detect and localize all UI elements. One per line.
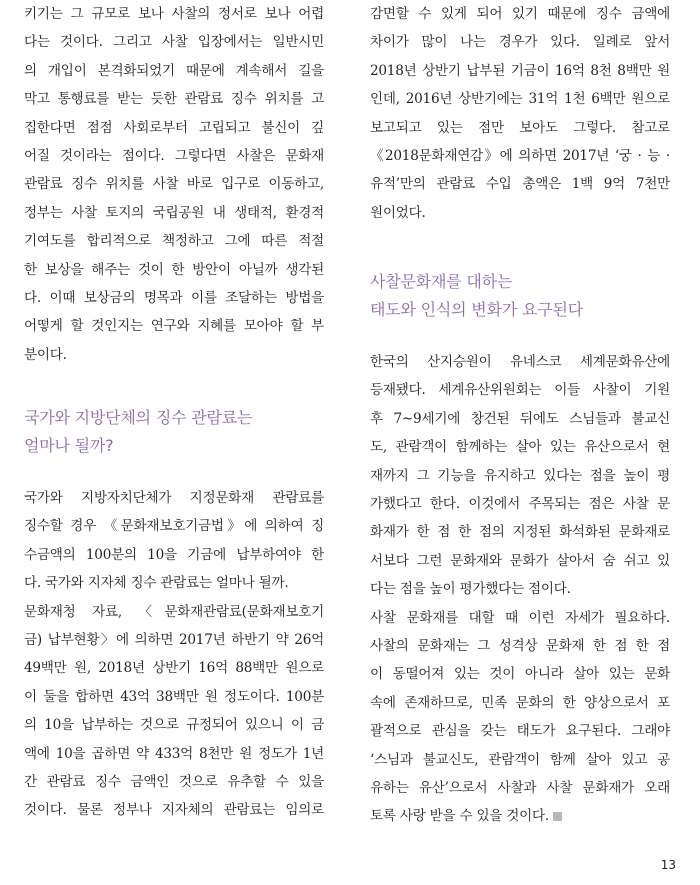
text-line: 유적’만의 관람료 수입 총액은 1백 9억 7천만: [370, 176, 670, 193]
text-line: 정부는 사찰 토지의 국립공원 내 생태적, 환경적: [24, 204, 324, 221]
text-line: 것이다. 물론 정부나 지자체의 관람료는 임의로: [24, 802, 324, 819]
text-line: 키기는 그 규모로 보나 사찰의 정서로 보나 어렵: [24, 6, 324, 22]
text-line: 사찰 문화재를 대할 때 이런 자세가 필요하다.: [370, 609, 670, 626]
section-heading: [24, 404, 324, 460]
text-line: 분이다.: [24, 346, 67, 363]
text-line: 징수할 경우 《문화재보호기금법》에 의하여 징: [24, 518, 324, 535]
text-line: 감면할 수 있게 되어 있기 때문에 징수 금액에: [370, 6, 670, 22]
text-line: 집한다면 점점 사회로부터 고립되고 불신이 깊: [24, 119, 324, 136]
heading-line: 국가와 지방단체의 징수 관람료는: [24, 408, 253, 427]
left-paragraph-1: [24, 0, 324, 369]
text-line: 막고 통행료를 받는 듯한 관람료 징수 위치를 고: [24, 91, 324, 108]
text-line: 의 개입이 본격화되었기 때문에 계속해서 길을: [24, 62, 324, 79]
text-line: 후 7~9세기에 창건된 뒤에도 스님들과 불교신: [370, 410, 670, 427]
text-line: 유하는 유산’으로서 사찰과 사찰 문화재가 오래: [370, 780, 670, 797]
text-line: 이 둘을 합하면 43억 38백만 원 정도이다. 100분: [24, 688, 324, 705]
text-line: 금) 납부현황〉에 의하면 2017년 하반기 약 26억: [24, 632, 324, 648]
text-line: 간 관람료 징수 금액인 것으로 유추할 수 있을: [24, 774, 324, 791]
heading-line: 얼마나 될까?: [24, 436, 114, 455]
text-line: 인데, 2016년 상반기에는 31억 1천 6백만 원으로: [370, 91, 670, 108]
text-line: 기여도를 합리적으로 책정하고 그에 따른 적절: [24, 233, 324, 250]
text-line: 차이가 많이 나는 경우가 있다. 일례로 앞서: [370, 34, 670, 51]
right-paragraph-3: [370, 604, 670, 831]
text-line: 보고되고 있는 점만 보아도 그렇다. 참고로: [370, 119, 670, 136]
page-number: 13: [660, 858, 676, 872]
text-line: 문화재청 자료, 〈문화재관람료(문화재보호기: [24, 603, 324, 620]
text-line: 의 10을 납부하는 것으로 규정되어 있으니 이 금: [24, 717, 324, 734]
text-line: 다는 것이다. 그리고 사찰 입장에서는 일반시민: [24, 34, 324, 51]
text-line: 다. 이때 보상금의 명목과 이를 조달하는 방법을: [24, 290, 324, 307]
text-line: 한국의 산지승원이 유네스코 세계문화유산에: [370, 354, 670, 370]
text-line: 화재가 한 점 한 점의 지정된 화석화된 문화재로: [370, 524, 670, 541]
text-line: 2018년 상반기 납부된 기금이 16억 8천 8백만 원: [370, 62, 670, 79]
text-line: 어질 것이라는 점이다. 그렇다면 사찰은 문화재: [24, 148, 324, 165]
text-line: 다는 점을 높이 평가했다는 점이다.: [370, 581, 571, 598]
text-line: 도, 관람객이 함께하는 살아 있는 유산으로서 현: [370, 439, 670, 456]
text-line: 사찰의 문화재는 그 성격상 문화재 한 점 한 점: [370, 638, 670, 654]
square-end-mark-icon: [553, 812, 562, 821]
text-line-content: 토록 사랑 받을 수 있을 것이다.: [370, 808, 550, 825]
right-paragraph-2: [370, 348, 670, 604]
text-line: 한 보상을 해주는 것이 한 방안이 아닐까 생각된: [24, 261, 324, 278]
text-line: ‘스님과 불교신도, 관람객이 함께 살아 있고 공: [370, 751, 670, 768]
left-paragraph-2: [24, 484, 324, 598]
text-line: 다. 국가와 지자체 징수 관람료는 얼마나 될까.: [24, 575, 289, 592]
right-paragraph-1: [370, 0, 670, 227]
text-line: 이 동떨어져 있는 것이 아니라 살아 있는 문화: [370, 666, 670, 683]
text-line: 원이었다.: [370, 204, 426, 221]
text-line: 속에 존재하므로, 민족 문화의 한 양상으로서 포: [370, 694, 670, 711]
text-line: 괄적으로 관심을 갖는 태도가 요구된다. 그래야: [370, 723, 670, 740]
text-line: [370, 802, 670, 830]
text-line: 액에 10을 곱하면 약 433억 8천만 원 정도가 1년: [24, 745, 324, 762]
text-line: 수금액의 100분의 10을 기금에 납부하여야 한: [24, 546, 324, 563]
text-line: 등재됐다. 세계유산위원회는 이들 사찰이 기원: [370, 382, 670, 399]
text-line: 재까지 그 기능을 유지하고 있다는 점을 높이 평: [370, 467, 670, 484]
text-line: 가했다고 한다. 이것에서 주목되는 점은 사찰 문: [370, 496, 670, 513]
heading-line: 사찰문화재를 대하는: [370, 272, 513, 291]
text-line: 어떻게 할 것인지는 연구와 지혜를 모아야 할 부: [24, 318, 324, 335]
left-paragraph-3: [24, 598, 324, 825]
text-line: 국가와 지방자치단체가 지정문화재 관람료를: [24, 490, 324, 506]
text-line: 《2018문화재연감》에 의하면 2017년 ‘궁 · 능 ·: [370, 148, 670, 165]
heading-line: 태도와 인식의 변화가 요구된다: [370, 300, 583, 319]
section-heading: [370, 268, 670, 324]
text-line: 서보다 그런 문화재와 문화가 살아서 숨 쉬고 있: [370, 552, 670, 569]
text-line: 49백만 원, 2018년 상반기 16억 88백만 원으로: [24, 660, 324, 677]
text-line: 관람료 징수 위치를 사찰 바로 입구로 이동하고,: [24, 176, 324, 193]
